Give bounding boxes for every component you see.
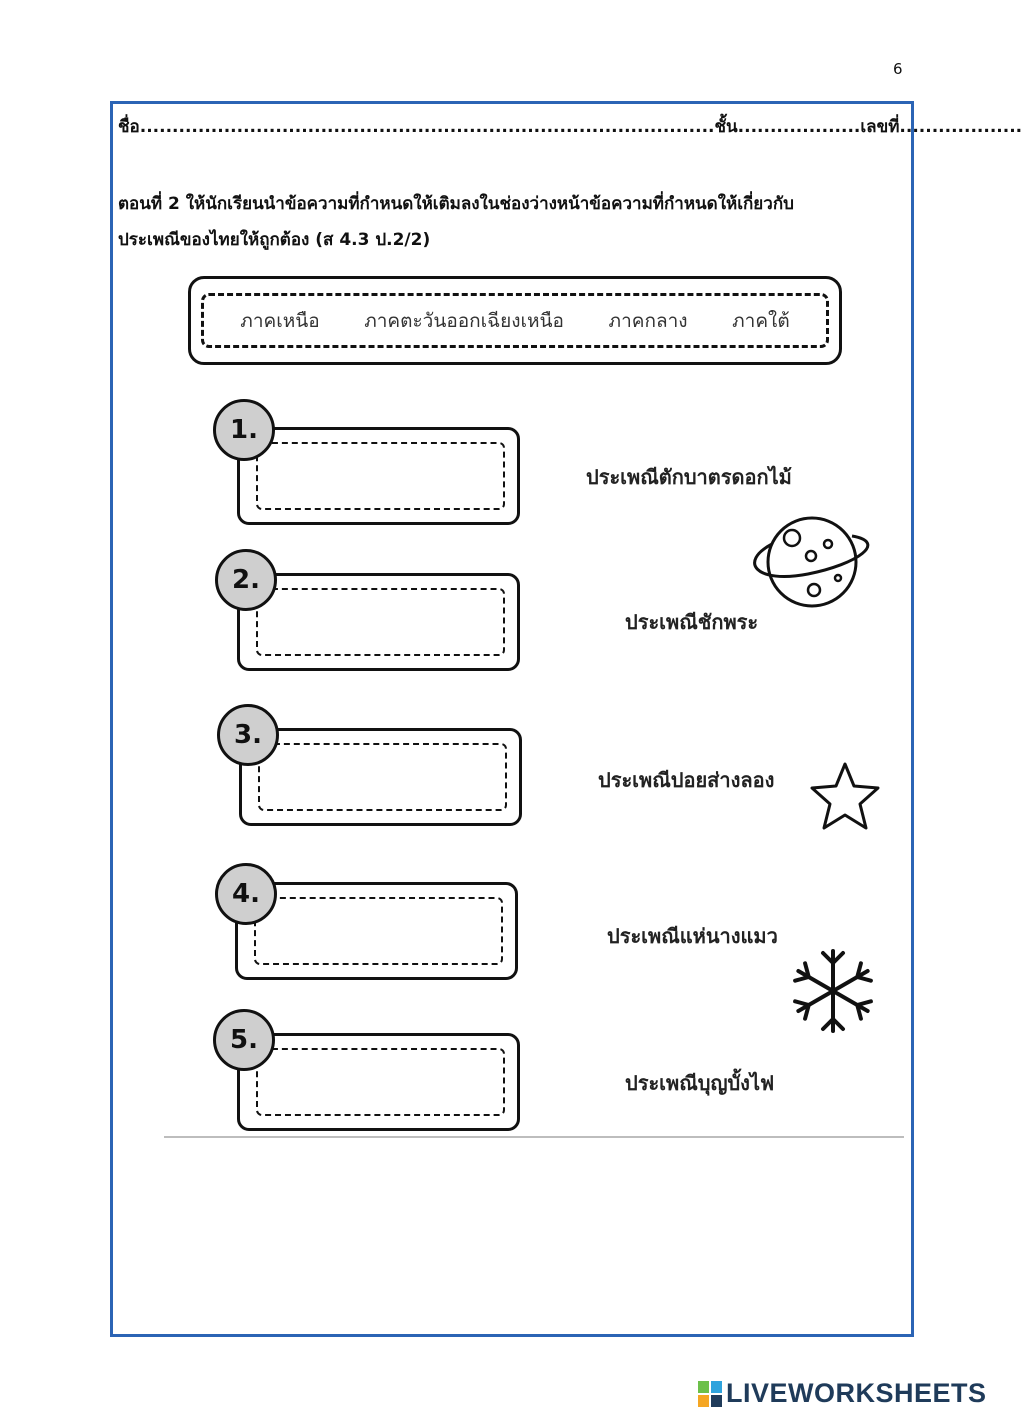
page-number: 6: [893, 60, 903, 78]
liveworksheets-logo: [698, 1378, 987, 1409]
star-icon: [806, 758, 884, 834]
instructions-line-1: ตอนที่ 2 ให้นักเรียนนำข้อความที่กำหนดให้เติมลงในช่องว่างหน้าข้อความที่กำหนดให้เกี่ยวกับ: [118, 194, 794, 214]
word-bank-item: ภาคกลาง: [608, 309, 688, 332]
word-bank-item: ภาคตะวันออกเฉียงเหนือ: [364, 309, 564, 332]
answer-field-1[interactable]: [256, 442, 505, 510]
snowflake-icon: [788, 943, 878, 1039]
instructions: [118, 186, 893, 258]
bottom-divider: [164, 1136, 904, 1138]
answer-box-5[interactable]: [237, 1033, 520, 1131]
tradition-label-2: ประเพณีชักพระ: [625, 610, 759, 634]
item-number-2: 2.: [215, 549, 277, 611]
word-bank-inner: [201, 293, 829, 348]
planet-icon: [748, 512, 880, 612]
answer-box-2[interactable]: [237, 573, 520, 671]
item-number-3: 3.: [217, 704, 279, 766]
answer-field-3[interactable]: [258, 743, 507, 811]
word-bank-item: ภาคเหนือ: [240, 309, 320, 332]
answer-field-5[interactable]: [256, 1048, 505, 1116]
item-number-5: 5.: [213, 1009, 275, 1071]
answer-box-4[interactable]: [235, 882, 518, 980]
tradition-label-3: ประเพณีปอยส่างลอง: [598, 768, 775, 792]
liveworksheets-logo-icon: [698, 1381, 722, 1407]
answer-box-1[interactable]: [237, 427, 520, 525]
answer-box-3[interactable]: [239, 728, 522, 826]
word-bank: [188, 276, 842, 365]
student-info-line: ชื่อ.........................................................................................ชั้น...................เลขที่...................: [118, 117, 1022, 137]
instructions-line-2: ประเพณีของไทยให้ถูกต้อง (ส 4.3 ป.2/2): [118, 230, 431, 250]
word-bank-item: ภาคใต้: [732, 309, 790, 332]
answer-field-4[interactable]: [254, 897, 503, 965]
tradition-label-1: ประเพณีตักบาตรดอกไม้: [586, 465, 792, 489]
liveworksheets-brand: LIVEWORKSHEETS: [726, 1378, 987, 1408]
tradition-label-5: ประเพณีบุญบั้งไฟ: [625, 1071, 775, 1095]
item-number-1: 1.: [213, 399, 275, 461]
tradition-label-4: ประเพณีแห่นางแมว: [607, 924, 778, 948]
item-number-4: 4.: [215, 863, 277, 925]
answer-field-2[interactable]: [256, 588, 505, 656]
